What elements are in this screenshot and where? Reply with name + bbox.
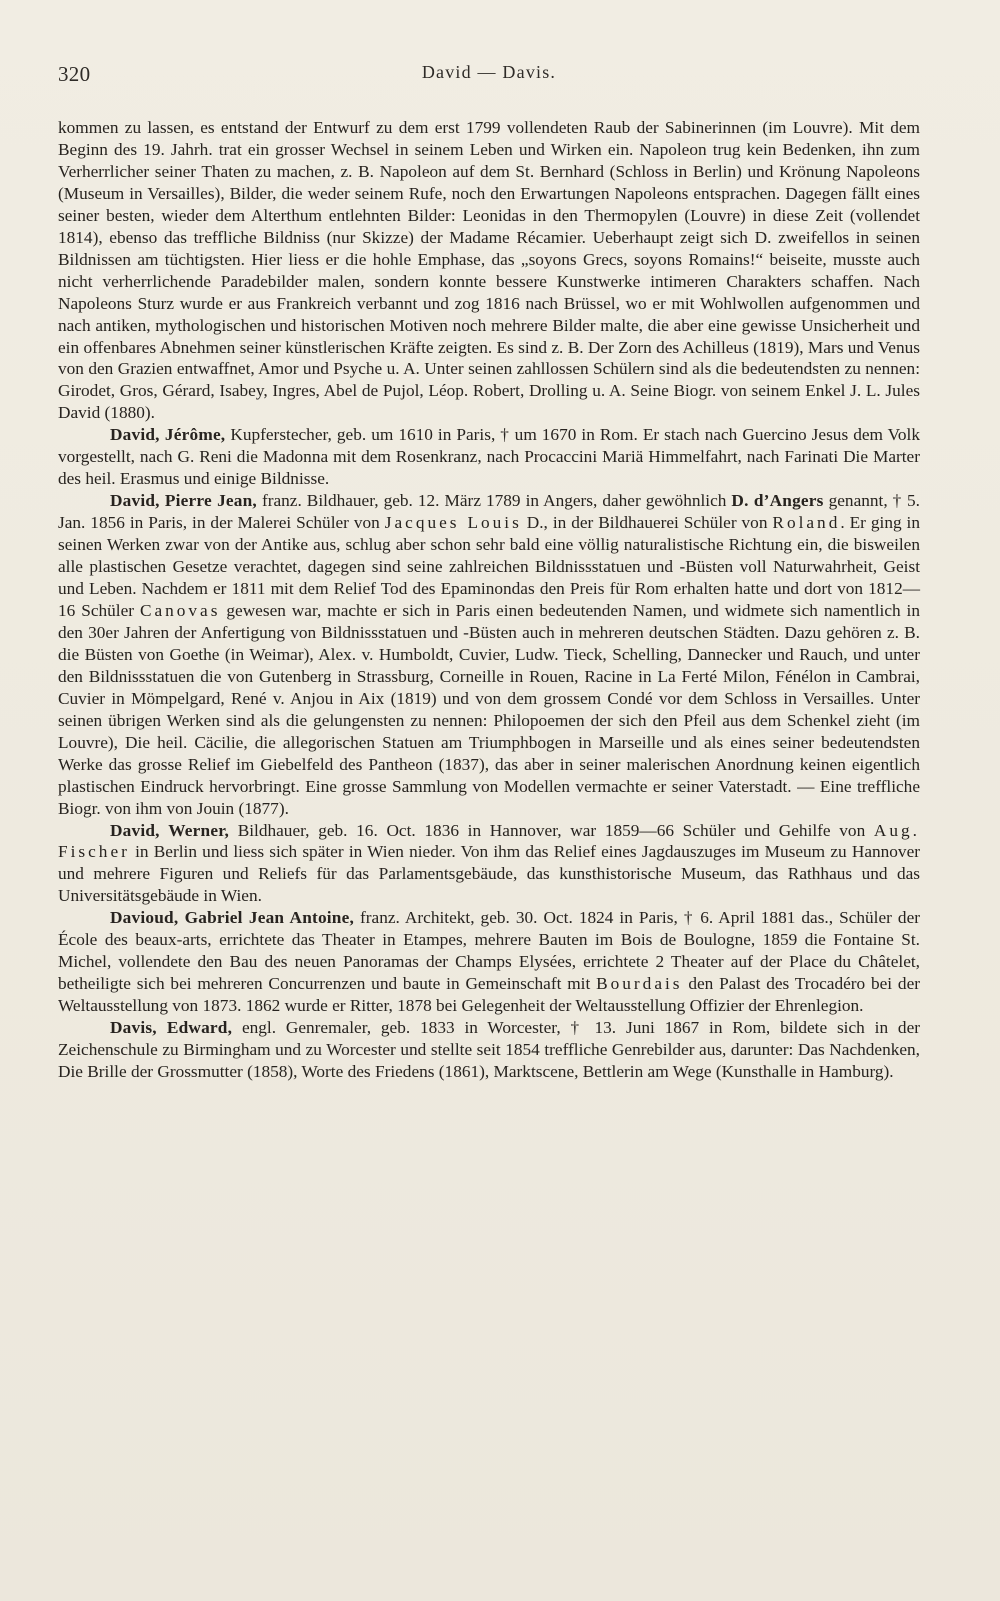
entry-text: franz. Bildhauer, geb. 12. März 1789 in Angers, daher gewöhnlich (256, 491, 732, 511)
teacher-name: Roland (772, 513, 841, 533)
entry-davioud (58, 907, 920, 1017)
continued-paragraph (58, 117, 920, 424)
running-head: David — Davis. (421, 62, 557, 82)
entry-david-pierre-jean (58, 490, 920, 819)
paragraph-text: kommen zu lassen, es entstand der Entwurf zu dem erst 1799 vollendeten Raub der Sabinerinnen (im Louvre). Mit dem Beginn des 19. Jahrh. trat ein grosser Wechsel in seinem Leben und Wirken ein. Napoleon trug kein Bedenken, ihn zum Verherrlicher seiner Thaten zu machen, z. B. Napoleon auf dem St. Bernhard (Schloss in Berlin) und Krönung Napoleons (Museum in Versailles), Bilder, die weder seinem Rufe, noch den Erwartungen Napoleons entsprachen. Dagegen fällt eines seiner besten, wieder dem Alterthum entlehnten Bilder: Leonidas in den Thermopylen (Louvre) in diese Zeit (vollendet 1814), ebenso das treffliche Bildniss (nur Skizze) der Madame Récamier. Ueberhaupt zeigt sich D. zweifellos in seinen Bildnissen am tüchtigsten. Hier liess er die hohle Emphase, das „soyons Grecs, soyons Romains!“ beiseite, musste auch nicht verherrlichende Paradebilder malen, sondern konnte bessere Kunstwerke intimeren Charakters schaffen. Nach Napoleons Sturz wurde er aus Frankreich verbannt und zog 1816 nach Brüssel, wo er mit Wohlwollen aufgenommen und nach antiken, mythologischen und historischen Motiven noch mehrere Bilder malte, die aber eine gewisse Unsicherheit und ein offenbares Abnehmen seiner künstlerischen Kräfte zeigten. Es sind z. B. Der Zorn des Achilleus (1819), Mars und Venus von den Grazien entwaffnet, Amor und Psyche u. A. Unter seinen zahllossen Schülern sind als die bedeutendsten zu nennen: Girodet, Gros, Gérard, Isabey, Ingres, Abel de Pujol, Léop. Robert, Drolling u. A. Seine Biogr. von seinem Enkel J. L. Jules David (1880). (58, 118, 920, 423)
entry-alias: D. d’Angers (731, 491, 824, 511)
teacher-name: Aug. Fischer (58, 820, 921, 862)
entry-text: engl. Genremaler, geb. 1833 in Worcester, † 13. Juni 1867 in Rom, bildete sich in der Zeichenschule zu Birmingham und zu Worcester und stellte seit 1854 treffliche Genrebilder aus, darunter: Das Nachdenken, Die Brille der Grossmutter (1858), Worte des Friedens (1861), Marktscene, Bettlerin am Wege (Kunsthalle in Hamburg). (58, 1018, 920, 1081)
entry-text: genannt, † 5. Jan. 1856 in Paris, in der Malerei Schüler von (58, 491, 920, 533)
entry-david-werner (58, 820, 920, 908)
entry-text: Bildhauer, geb. 16. Oct. 1836 in Hannover, war 1859—66 Schüler und Gehilfe von (229, 820, 874, 840)
teacher-name: Jacques Louis (384, 513, 522, 533)
entry-text: den Palast des Trocadéro bei der Weltausstellung von 1873. 1862 wurde er Ritter, 1878 bei Gelegenheit der Weltausstellung Offizier der Ehrenlegion. (58, 974, 920, 1016)
entry-headword: Davis, Edward, (110, 1018, 233, 1038)
entry-text: Kupferstecher, geb. um 1610 in Paris, † um 1670 in Rom. Er stach nach Guercino Jesus dem Volk vorgestellt, nach G. Reni die Madonna mit dem Rosenkranz, nach Procaccini Mariä Himmelfahrt, nach Farinati Die Marter des heil. Erasmus und einige Bildnisse. (58, 425, 921, 489)
entry-david-jerome (58, 424, 920, 490)
entry-davis-edward (58, 1017, 920, 1083)
entry-text: franz. Architekt, geb. 30. Oct. 1824 in Paris, † 6. April 1881 das., Schüler der École des beaux-arts, errichtete das Theater in Etampes, mehrere Bauten im Bois de Boulogne, 1859 die Fontaine St. Michel, vollendete den Bau des neuen Panoramas der Champs Elysées, errichtete 2 Theater auf der Place du Châtelet, betheiligte sich bei mehreren Concurrenzen und baute in Gemeinschaft mit (58, 908, 920, 994)
main-text (58, 117, 920, 1083)
entry-headword: David, Jérôme, (110, 425, 226, 445)
entry-headword: David, Pierre Jean, (110, 491, 257, 511)
entry-headword: David, Werner, (110, 820, 230, 840)
entry-text: D., in der Bildhauerei Schüler von (521, 513, 773, 533)
entry-headword: Davioud, Gabriel Jean Antoine, (110, 908, 354, 928)
partner-name: Bourdais (596, 974, 683, 994)
entry-text: . Er ging in seinen Werken zwar von der Antike aus, schlug aber schon sehr bald eine völlig naturalistische Richtung ein, die bisweilen alle plastischen Gesetze verachtet, dagegen sind seine zahlreichen Bildnissstatuen und -Büsten voll Naturwahrheit, Geist und Leben. Nachdem er 1811 mit dem Relief Tod des Epaminondas den Preis für Rom erhalten hatte und dort von 1812—16 Schüler (58, 513, 920, 620)
entry-text: in Berlin und liess sich später in Wien nieder. Von ihm das Relief eines Jagdauszuges im Museum zu Hannover und mehrere Figuren und Reliefs für das Parlamentsgebäude, das kunsthistorische Museum, das Rathhaus und das Universitätsgebäude in Wien. (58, 842, 920, 906)
page-header (58, 62, 920, 92)
page-number: 320 (58, 62, 91, 86)
entry-text: gewesen war, machte er sich in Paris einen bedeutenden Namen, und widmete sich namentlich in den 30er Jahren der Anfertigung von Bildnissstatuen und -Büsten auch in mehreren deutschen Städten. Dazu gehören z. B. die Büsten von Goethe (in Weimar), Alex. v. Humboldt, Cuvier, Ludw. Tieck, Schelling, Dannecker und Rauch, und unter den Bildnissstatuen die von Gutenberg in Strassburg, Corneille in Rouen, Racine in La Ferté Milon, Fénélon in Cambrai, Cuvier in Mömpelgard, René v. Anjou in Aix (1819) und von dem grossem Condé vor dem Schloss in Versailles. Unter seinen übrigen Werken sind als die gelungensten zu nennen: Philopoemen der sich den Pfeil aus dem Schenkel zieht (im Louvre), Die heil. Cäcilie, die allegorischen Statuen am Triumphbogen in Marseille und als eines seiner bedeutendsten Werke das grosse Relief im Giebelfeld des Pantheon (1837), das aber in seiner malerischen Anordnung keinen eigentlich plastischen Eindruck hervorbringt. Eine grosse Sammlung von Modellen vermachte er seiner Vaterstadt. — Eine treffliche Biogr. von ihm von Jouin (1877). (58, 600, 920, 818)
teacher-name: Canovas (139, 600, 221, 620)
